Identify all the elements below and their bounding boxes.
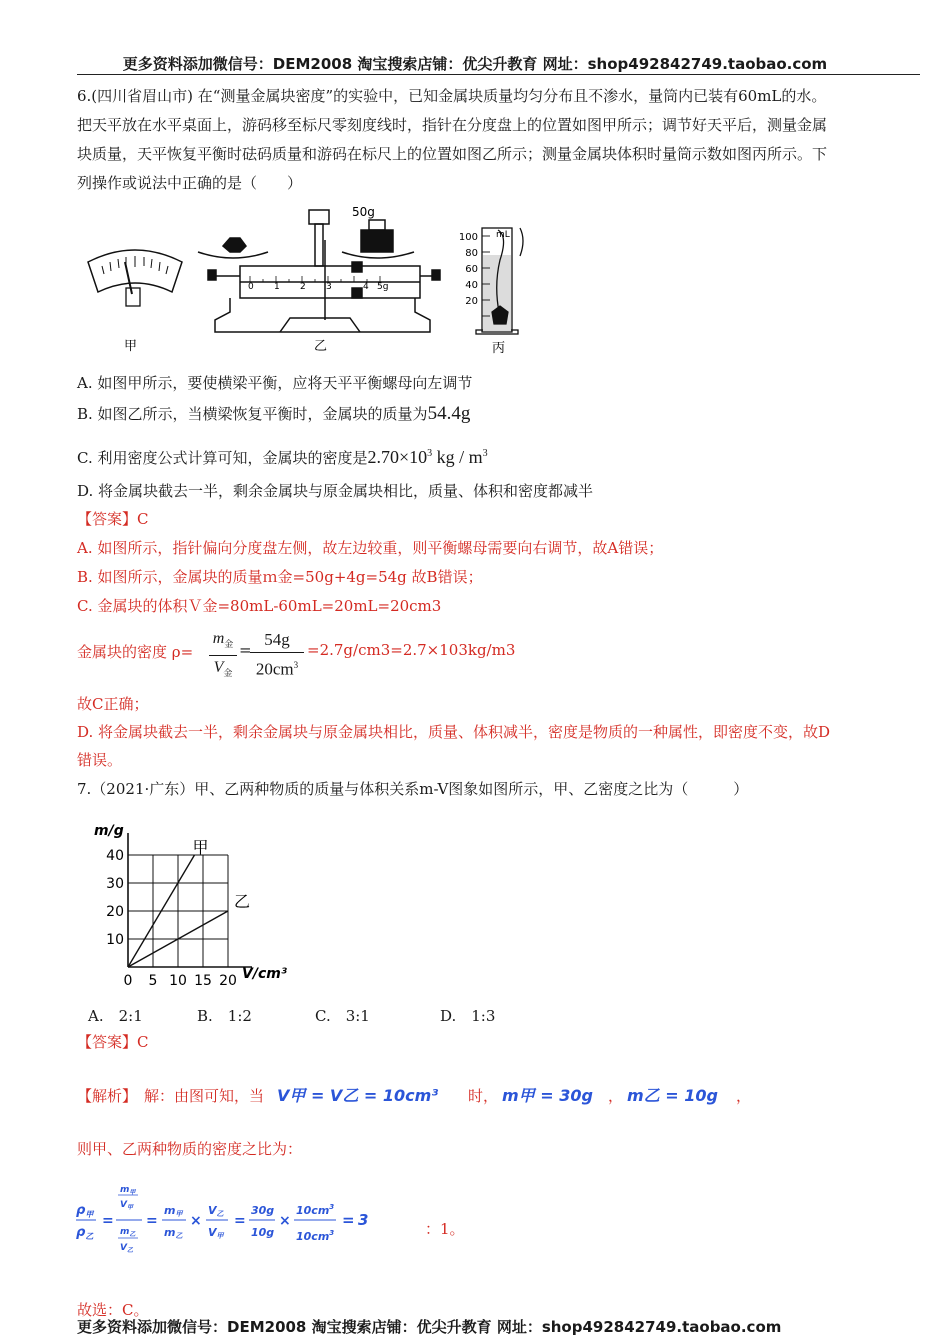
q7-option-b: B. 1:2 [197, 1007, 252, 1025]
frac1-den: V [213, 659, 224, 677]
q6-option-c-unit: kg / m [436, 447, 483, 467]
q6-line-3: 块质量，天平恢复平衡时砝码质量和游码在标尺上的位置如图乙所示；测量金属块体积时量筒示数如图丙所示。下 [77, 145, 828, 163]
q6-option-c-exp: 3 [427, 448, 433, 459]
page-header: 更多资料添加微信号：DEM2008 淘宝搜索店铺：优尖升教育 网址：shop492842749.taobao.com [122, 55, 828, 73]
balance-figure [198, 210, 440, 332]
q7-analysis-prefix: 【解析】 [77, 1087, 138, 1105]
q6-answer: 【答案】C [77, 510, 149, 528]
q6-explain-d2: 错误。 [77, 751, 123, 769]
series-label-0: 甲 [192, 838, 209, 857]
chart-xlabel: V/cm³ [242, 966, 287, 982]
cyl-tick-60: 60 [465, 264, 478, 275]
svg-text:=: = [102, 1213, 114, 1229]
q6-explain-d1: D. 将金属块截去一半，剩余金属块与原金属块相比，质量、体积减半，密度是物质的一种属性，即密度不变，故D [77, 723, 831, 741]
fig-label-yi: 乙 [314, 339, 328, 354]
q7-analysis-when: 时， [468, 1087, 499, 1105]
page-footer: 更多资料添加微信号：DEM2008 淘宝搜索店铺：优尖升教育 网址：shop492842749.taobao.com [77, 1318, 782, 1336]
density-result: =2.7g/cm3=2.7×103kg/m3 [307, 641, 516, 659]
svg-text:=: = [342, 1211, 355, 1229]
cylinder-unit: mL [496, 230, 510, 240]
q6-explain-b: B. 如图所示，金属块的质量ｍ金=50g+4g=54g 故B错误； [77, 568, 483, 586]
cyl-tick-100: 100 [458, 232, 478, 243]
cyl-tick-80: 80 [465, 248, 478, 259]
fig-label-jia: 甲 [124, 339, 138, 354]
svg-text:ρ乙: $\rho_乙$ [76, 1225, 94, 1241]
q6-line-1: 6.(四川省眉山市) 在“测量金属块密度”的实验中，已知金属块质量均匀分布且不渗水，量筒内已装有60mL的水。 [77, 87, 827, 105]
x-tick-label-20: 20 [219, 973, 237, 989]
q6-line-4: 列操作或说法中正确的是（ ） [77, 174, 303, 192]
q6-option-b-math: 54.4g [427, 403, 471, 424]
svg-text:×: × [279, 1213, 291, 1229]
frac2-den: 20cm [255, 659, 294, 679]
formula-m-jia: m甲 = 30g [502, 1086, 593, 1105]
svg-text:m甲: m甲 [164, 1204, 183, 1218]
scale-mark-3: 3 [326, 282, 332, 292]
q6-line-2: 把天平放在水平桌面上，游码移至标尺零刻度线时，指针在分度盘上的位置如图甲所示；调节好天平后，测量金属 [77, 116, 828, 134]
q7-ratio-tail: ：1。 [425, 1220, 465, 1238]
svg-text:V甲: V甲 [208, 1226, 224, 1240]
scale-mark-0: 0 [248, 282, 254, 292]
svg-text:3: 3 [358, 1211, 369, 1229]
q6-explain-c-conclusion: 故C正确； [77, 695, 149, 713]
q6-option-c [77, 440, 488, 472]
scale-mark-2: 2 [300, 282, 306, 292]
q6-explain-c: C. 金属块的体积Ｖ金=80mL-60mL=20mL=20cm3 [77, 597, 442, 615]
weight-label: 50g [352, 205, 375, 219]
y-tick-label-40: 40 [106, 848, 124, 864]
svg-text:V甲: $V_甲$ [120, 1200, 133, 1211]
frac2-den-exp: 3 [293, 660, 299, 670]
q6-figures [80, 200, 540, 360]
svg-text:10cm3: $10cm^3$ [296, 1203, 335, 1217]
svg-text:=: = [234, 1213, 246, 1229]
frac1-num: m [212, 630, 225, 647]
mv-chart [90, 815, 310, 995]
q6-explain-a: A. 如图所示，指针偏向分度盘左侧，故左边较重，则平衡螺母需要向右调节，故A错误； [77, 539, 664, 557]
q7-choice: 故选：C。 [77, 1301, 149, 1319]
q7-comma-1: ， [608, 1087, 624, 1105]
q7-stem: 7.（2021·广东）甲、乙两种物质的质量与体积关系m-V图象如图所示，甲、乙密度之比为（ ） [77, 780, 749, 798]
chart-ylabel: m/g [94, 823, 124, 839]
formula-m-yi: m乙 = 10g [627, 1086, 718, 1105]
svg-text:V乙: $V_乙$ [120, 1243, 133, 1254]
series-label-1: 乙 [234, 892, 251, 911]
x-tick-label-15: 15 [194, 973, 212, 989]
q6-option-a: A. 如图甲所示，要使横梁平衡，应将天平平衡螺母向左调节 [77, 374, 473, 392]
svg-text:10cm3: $10cm^3$ [296, 1229, 335, 1243]
scale-mark-5g: 5g [377, 282, 389, 292]
scale-mark-1: 1 [274, 282, 280, 292]
cyl-tick-20: 20 [465, 296, 478, 307]
dial-figure [88, 250, 182, 306]
svg-text:V乙: V乙 [208, 1204, 224, 1218]
q7-option-d: D. 1:3 [440, 1007, 496, 1025]
q7-ratio-text: 则甲、乙两种物质的密度之比为： [77, 1140, 303, 1158]
svg-text:×: × [190, 1213, 202, 1229]
q6-option-b-text: B. 如图乙所示，当横梁恢复平衡时，金属块的质量为 [77, 405, 428, 423]
frac1-num-sub: 金 [224, 639, 234, 650]
density-prefix: 金属块的密度 ρ= [77, 643, 194, 661]
ratio-formula [74, 1178, 384, 1264]
svg-text:=: = [146, 1213, 158, 1229]
y-tick-label-30: 30 [106, 876, 124, 892]
svg-text:10g: 10g [251, 1226, 275, 1239]
x-tick-label-10: 10 [169, 973, 187, 989]
svg-text:m甲: $m_甲$ [120, 1185, 136, 1196]
q7-option-c: C. 3:1 [315, 1007, 370, 1025]
scale-mark-4: 4 [363, 282, 369, 292]
svg-text:m乙: $m_乙$ [120, 1227, 136, 1238]
q6-option-c-num: 2.70×10 [367, 447, 428, 467]
q7-option-a: A. 2:1 [88, 1007, 143, 1025]
frac1-den-sub: 金 [223, 668, 233, 679]
svg-text:m乙: m乙 [164, 1226, 183, 1240]
header-divider [77, 74, 920, 75]
q6-option-d: D. 将金属块截去一半，剩余金属块与原金属块相比，质量、体积和密度都减半 [77, 482, 594, 500]
formula-v-equal: V甲 = V乙 = 10cm³ [277, 1086, 439, 1105]
q6-option-c-exp2: 3 [482, 448, 488, 459]
cylinder-figure [476, 228, 523, 334]
svg-text:30g: 30g [251, 1204, 275, 1217]
q6-option-c-text: C. 利用密度公式计算可知，金属块的密度是 [77, 449, 368, 467]
q7-answer: 【答案】C [77, 1033, 149, 1051]
q7-analysis-text: 解：由图可知，当 [144, 1087, 265, 1105]
y-tick-label-10: 10 [106, 932, 124, 948]
frac2-num: 54g [264, 630, 290, 649]
x-tick-label-0: 0 [123, 973, 133, 989]
fig-label-bing: 丙 [492, 341, 506, 356]
q6-option-b [77, 400, 470, 428]
svg-text:ρ甲: $\rho_甲$ [76, 1203, 94, 1219]
q7-comma-2: ， [736, 1087, 752, 1105]
x-tick-label-5: 5 [148, 973, 158, 989]
y-tick-label-20: 20 [106, 904, 124, 920]
cyl-tick-40: 40 [465, 280, 478, 291]
